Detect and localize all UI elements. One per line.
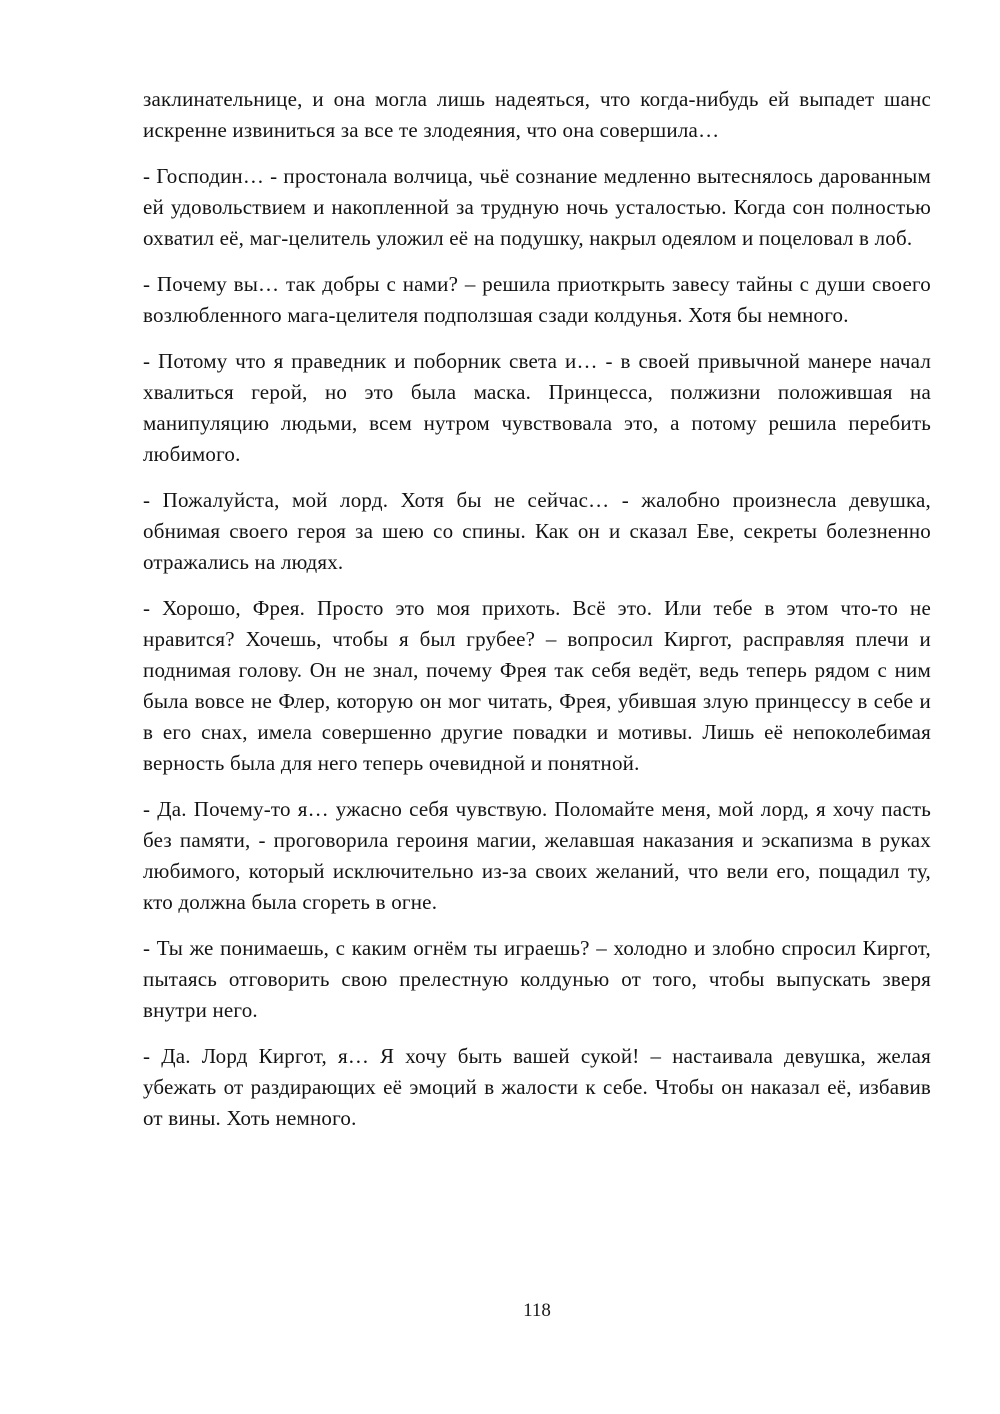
paragraph: - Да. Почему-то я… ужасно себя чувствую. Поломайте меня, мой лорд, я хочу пасть без памяти, - проговорила героиня магии, желавшая наказания и эскапизма в руках любимого, который исключительно из-за своих желаний, что вели его, пощадил ту, кто должна была сгореть в огне. — [143, 797, 931, 914]
paragraph: заклинательнице, и она могла лишь надеяться, что когда-нибудь ей выпадет шанс искренне извиниться за все те злодеяния, что она совершила… — [143, 87, 931, 142]
page-number: 118 — [523, 1300, 551, 1321]
paragraph: - Пожалуйста, мой лорд. Хотя бы не сейчас… - жалобно произнесла девушка, обнимая своего героя за шею со спины. Как он и сказал Еве, секреты болезненно отражались на людях. — [143, 488, 931, 574]
paragraph: - Господин… - простонала волчица, чьё сознание медленно вытеснялось дарованным ей удовольствием и накопленной за трудную ночь усталостью. Когда сон полностью охватил её, маг-целитель уложил её на подушку, накрыл одеялом и поцеловал в лоб. — [143, 164, 931, 250]
paragraph: - Хорошо, Фрея. Просто это моя прихоть. Всё это. Или тебе в этом что-то не нравится? Хочешь, чтобы я был грубее? – вопросил Киргот, расправляя плечи и поднимая голову. Он не знал, почему Фрея так себя ведёт, ведь теперь рядом с ним была вовсе не Флер, которую он мог читать, Фрея, убившая злую принцессу в себе и в его снах, имела совершенно другие повадки и мотивы. Лишь её непоколебимая верность была для него теперь очевидной и понятной. — [143, 596, 931, 775]
page-body — [143, 84, 931, 1149]
paragraph: - Да. Лорд Киргот, я… Я хочу быть вашей сукой! – настаивала девушка, желая убежать от раздирающих её эмоций в жалости к себе. Чтобы он наказал её, избавив от вины. Хоть немного. — [143, 1044, 931, 1130]
paragraph: - Потому что я праведник и поборник света и… - в своей привычной манере начал хвалиться герой, но это была маска. Принцесса, полжизни положившая на манипуляцию людьми, всем нутром чувствовала это, а потому решила перебить любимого. — [143, 349, 931, 466]
paragraph: - Ты же понимаешь, с каким огнём ты играешь? – холодно и злобно спросил Киргот, пытаясь отговорить свою прелестную колдунью от того, чтобы выпускать зверя внутри него. — [143, 936, 931, 1022]
paragraph: - Почему вы… так добры с нами? – решила приоткрыть завесу тайны с души своего возлюбленного мага-целителя подползшая сзади колдунья. Хотя бы немного. — [143, 272, 931, 327]
